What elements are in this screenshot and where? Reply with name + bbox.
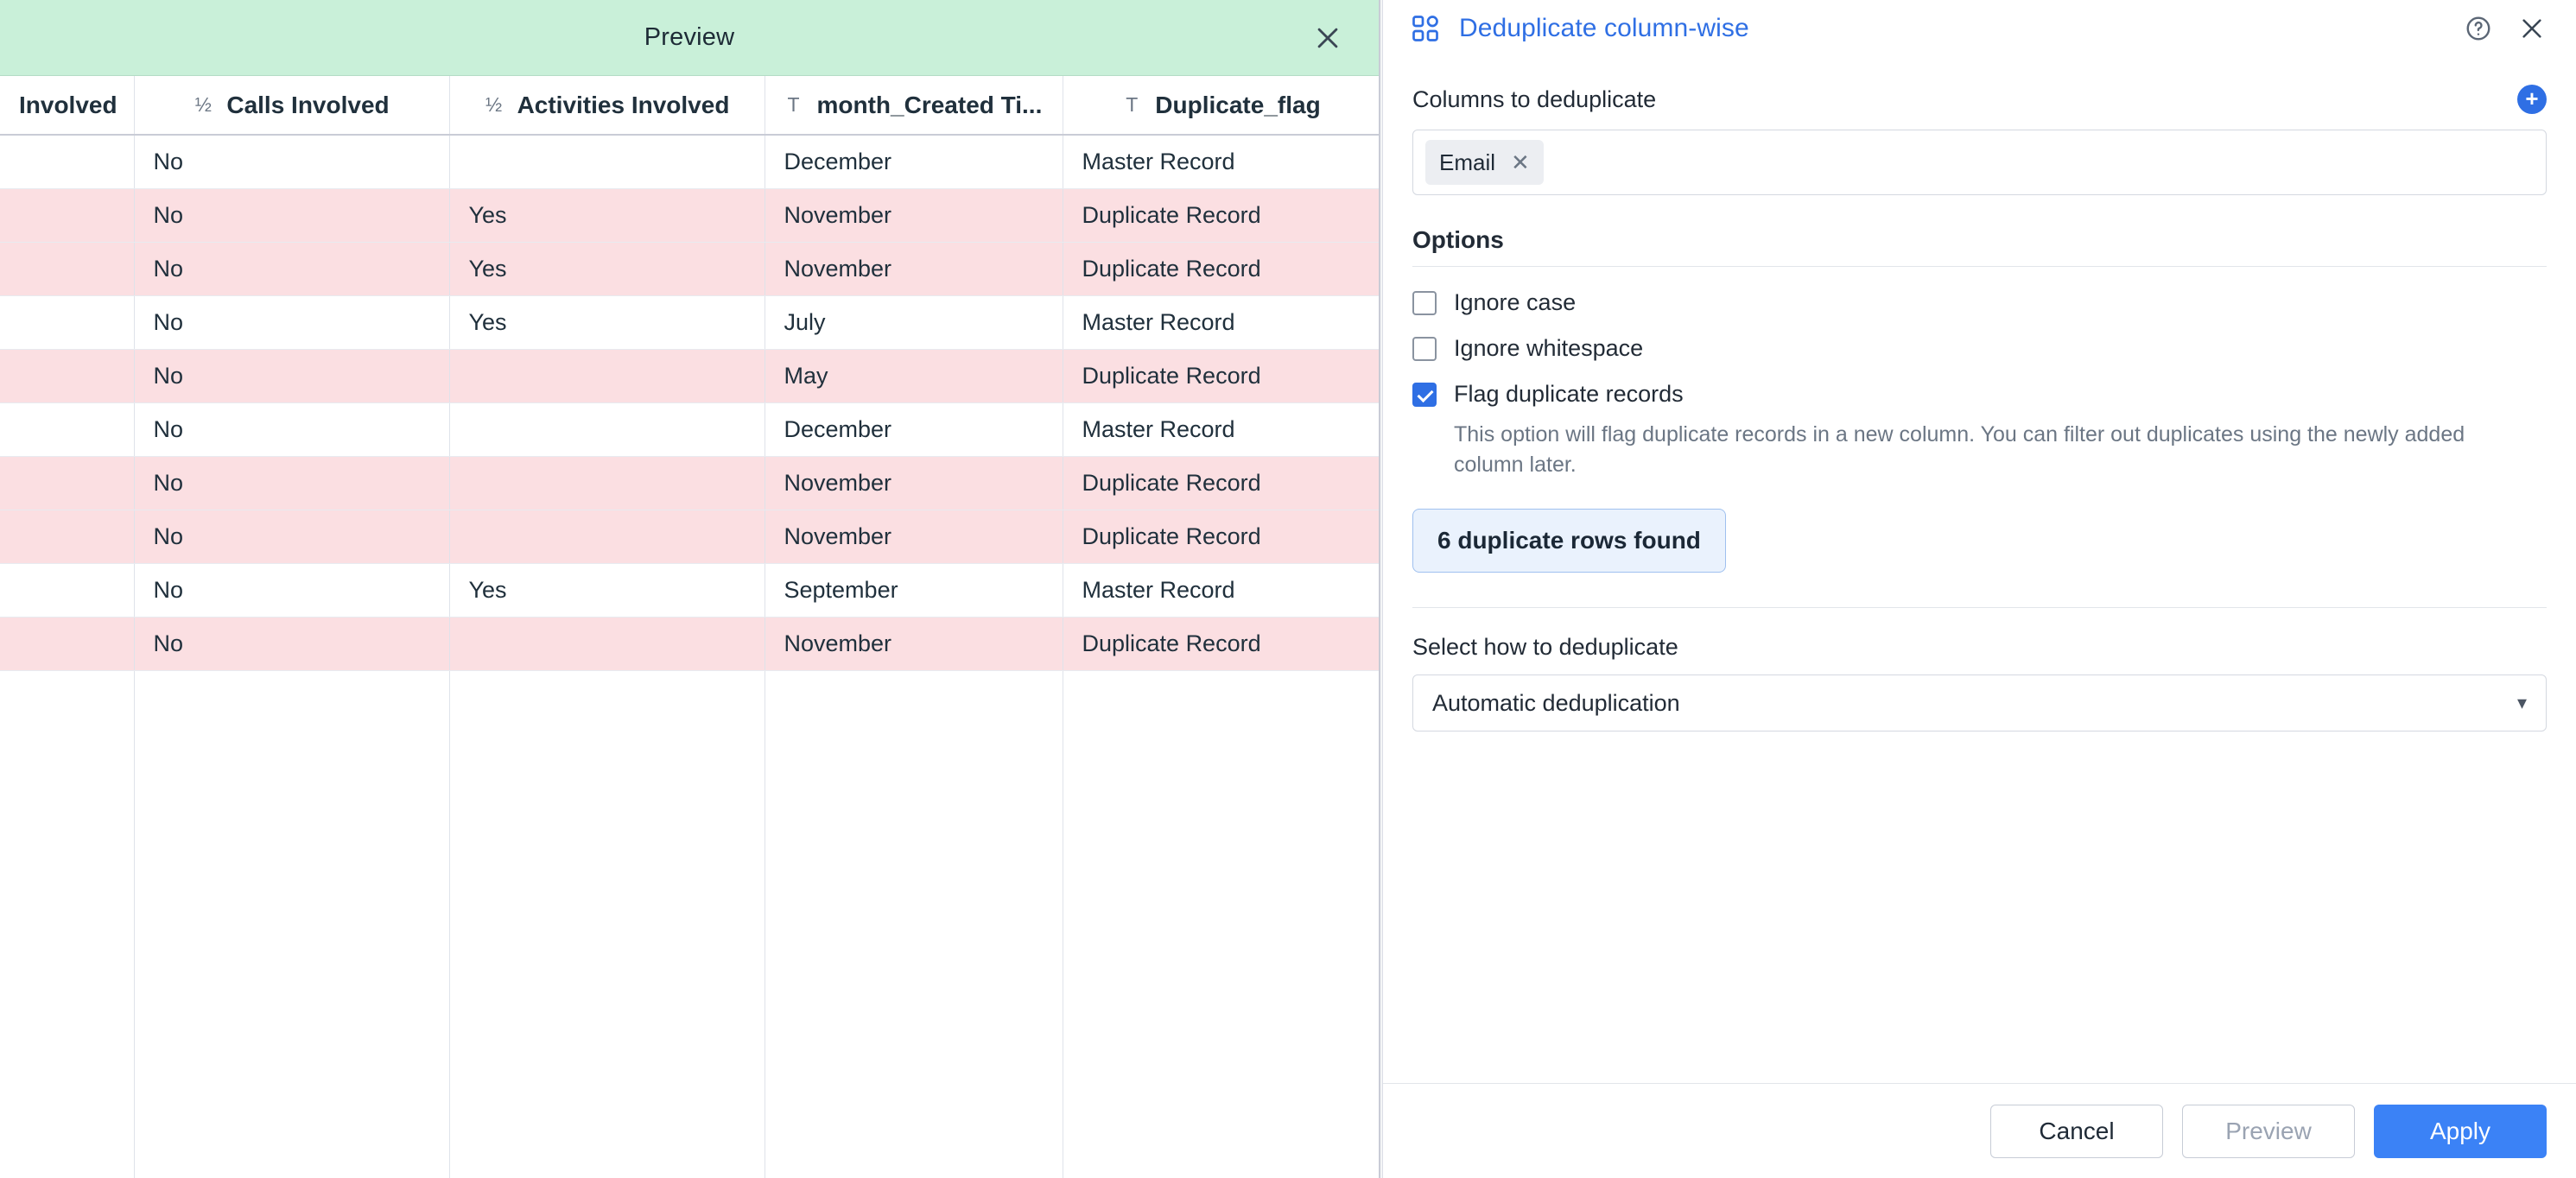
columns-to-deduplicate-label: Columns to deduplicate — [1412, 86, 1657, 112]
cell-activities: Yes — [449, 242, 765, 295]
text-type-icon: T — [787, 93, 800, 116]
cell-month: November — [765, 510, 1063, 563]
chip-label: Email — [1439, 149, 1496, 175]
empty-cell — [449, 670, 765, 1178]
empty-cell — [0, 670, 134, 1178]
panel-footer — [1383, 1083, 2576, 1178]
panel-header-actions — [2464, 14, 2547, 43]
columns-chips-field[interactable] — [1412, 130, 2547, 195]
cell-calls: No — [134, 563, 449, 617]
cell-month: May — [765, 349, 1063, 402]
text-type-icon: T — [1126, 93, 1139, 116]
cell-involved — [0, 135, 134, 188]
cell-calls: No — [134, 456, 449, 510]
cell-calls: No — [134, 510, 449, 563]
column-header-calls-involved[interactable] — [134, 76, 449, 135]
cell-involved — [0, 402, 134, 456]
cell-flag: Duplicate Record — [1063, 456, 1379, 510]
cell-flag: Duplicate Record — [1063, 510, 1379, 563]
fraction-type-icon: ½ — [194, 93, 212, 116]
select-how-to-deduplicate-label: Select how to deduplicate — [1412, 634, 1678, 660]
columns-to-deduplicate-row — [1412, 85, 2547, 114]
cell-month: November — [765, 242, 1063, 295]
cell-activities: Yes — [449, 563, 765, 617]
cell-involved — [0, 188, 134, 242]
column-header-month-created-time[interactable] — [765, 76, 1063, 135]
cell-calls: No — [134, 617, 449, 670]
column-header-label: Duplicate_flag — [1155, 91, 1321, 118]
close-icon[interactable] — [1310, 20, 1346, 56]
column-header-activities-involved[interactable] — [449, 76, 765, 135]
table-row[interactable] — [0, 242, 1379, 295]
cell-flag: Duplicate Record — [1063, 188, 1379, 242]
table-row[interactable] — [0, 456, 1379, 510]
cell-involved — [0, 563, 134, 617]
cell-involved — [0, 617, 134, 670]
preview-button[interactable]: Preview — [2182, 1105, 2355, 1158]
preview-header — [0, 0, 1379, 76]
column-header-label: Activities Involved — [517, 91, 730, 118]
cell-flag: Master Record — [1063, 402, 1379, 456]
cell-month: September — [765, 563, 1063, 617]
cell-calls: No — [134, 135, 449, 188]
option-ignore-case[interactable] — [1412, 289, 2547, 316]
column-header-label: Calls Involved — [226, 91, 390, 118]
option-label: Ignore case — [1454, 289, 1577, 315]
cell-month: November — [765, 456, 1063, 510]
divider — [1412, 607, 2547, 608]
cell-activities: Yes — [449, 295, 765, 349]
panel-header — [1383, 0, 2576, 57]
column-header-label: month_Created Ti... — [816, 91, 1043, 118]
table-row[interactable] — [0, 563, 1379, 617]
empty-cell — [1063, 670, 1379, 1178]
empty-cell — [134, 670, 449, 1178]
flag-duplicates-help-text: This option will flag duplicate records in a new column. You can filter out duplicates using the newly added column later. — [1454, 422, 2465, 477]
cell-flag: Master Record — [1063, 135, 1379, 188]
cell-calls: No — [134, 402, 449, 456]
column-chip-email[interactable] — [1425, 140, 1544, 185]
table-row[interactable] — [0, 295, 1379, 349]
checkbox[interactable] — [1412, 337, 1437, 361]
option-ignore-whitespace[interactable] — [1412, 335, 2547, 362]
cell-activities — [449, 135, 765, 188]
cell-activities: Yes — [449, 188, 765, 242]
panel-title: Deduplicate column-wise — [1459, 14, 1749, 42]
close-icon[interactable]: ✕ — [1511, 149, 1530, 175]
cell-month: November — [765, 617, 1063, 670]
cell-flag: Duplicate Record — [1063, 242, 1379, 295]
checkbox[interactable] — [1412, 291, 1437, 315]
table-row[interactable] — [0, 349, 1379, 402]
cell-flag: Master Record — [1063, 295, 1379, 349]
cancel-button[interactable]: Cancel — [1990, 1105, 2163, 1158]
table-empty-space — [0, 670, 1379, 1178]
close-icon[interactable] — [2517, 14, 2547, 43]
cell-month: December — [765, 402, 1063, 456]
preview-table — [0, 76, 1379, 1178]
cell-calls: No — [134, 242, 449, 295]
table-row[interactable] — [0, 510, 1379, 563]
cell-involved — [0, 295, 134, 349]
table-row[interactable] — [0, 135, 1379, 188]
cell-calls: No — [134, 349, 449, 402]
cell-activities — [449, 349, 765, 402]
plus-icon[interactable]: + — [2517, 85, 2547, 114]
blocks-icon — [1407, 10, 1443, 47]
cell-month: December — [765, 135, 1063, 188]
cell-flag: Master Record — [1063, 563, 1379, 617]
panel-body — [1383, 57, 2576, 1083]
cell-calls: No — [134, 295, 449, 349]
option-label: Flag duplicate records — [1454, 381, 1684, 407]
deduplicate-method-select[interactable] — [1412, 674, 2547, 732]
fraction-type-icon: ½ — [485, 93, 503, 116]
cell-involved — [0, 456, 134, 510]
table-row[interactable] — [0, 402, 1379, 456]
option-label: Ignore whitespace — [1454, 335, 1644, 361]
divider — [1412, 266, 2547, 267]
cell-calls: No — [134, 188, 449, 242]
chevron-down-icon[interactable]: ▾ — [2516, 692, 2527, 713]
help-circle-icon[interactable] — [2464, 14, 2493, 43]
table-row[interactable] — [0, 617, 1379, 670]
preview-table-scroll[interactable] — [0, 76, 1379, 1178]
cell-month: November — [765, 188, 1063, 242]
cell-activities — [449, 617, 765, 670]
duplicate-rows-found-badge[interactable]: 6 duplicate rows found — [1412, 509, 1726, 573]
cell-flag: Duplicate Record — [1063, 617, 1379, 670]
cell-month: July — [765, 295, 1063, 349]
table-body — [0, 135, 1379, 1178]
select-value: Automatic deduplication — [1432, 689, 1680, 716]
checkbox[interactable] — [1412, 383, 1437, 407]
column-header-duplicate-flag[interactable] — [1063, 76, 1379, 135]
cell-activities — [449, 456, 765, 510]
table-header-row — [0, 76, 1379, 135]
cell-flag: Duplicate Record — [1063, 349, 1379, 402]
cell-involved — [0, 242, 134, 295]
column-header-label: Involved — [19, 91, 117, 118]
options-title: Options — [1412, 226, 1504, 253]
column-header-involved[interactable] — [0, 76, 134, 135]
empty-cell — [765, 670, 1063, 1178]
table-row[interactable] — [0, 188, 1379, 242]
cell-involved — [0, 510, 134, 563]
deduplicate-panel — [1382, 0, 2576, 1178]
cell-activities — [449, 510, 765, 563]
apply-button[interactable]: Apply — [2374, 1105, 2547, 1158]
cell-involved — [0, 349, 134, 402]
option-flag-duplicate-records[interactable] — [1412, 381, 2547, 408]
cell-activities — [449, 402, 765, 456]
preview-title: Preview — [644, 23, 735, 51]
